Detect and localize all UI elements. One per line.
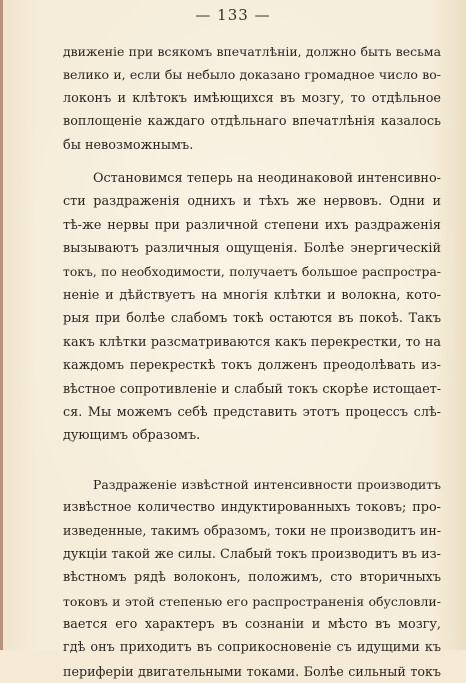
text-line: сти раздраженія однихъ и тѣхъ же нервовъ. Одни и [63,194,441,210]
text-line: Остановимся теперь на неодинаковой интенсивно- [93,170,441,186]
text-line: извѣстное количество индуктированныхъ токовъ; про- [63,500,441,516]
text-line: гдѣ онъ приходитъ въ соприкосновеніе съ идущими къ [63,640,441,656]
text-line: вается его характеръ въ сознаніи и мѣсто въ мозгу, [63,616,441,632]
text-line: каждомъ перекресткѣ токъ долженъ преодолѣвать из- [63,358,441,374]
paragraph-gap [63,448,441,473]
text-line: вѣстномъ рядѣ волоконъ, положимъ, сто вторичныхъ [63,570,441,586]
text-line: рыя при болѣе слабомъ токѣ остаются въ покоѣ. Такъ [63,311,441,327]
text-line: изведенные, такимъ образомъ, токи не производитъ ин- [63,523,441,539]
body-text [63,40,441,683]
text-line: вѣстное сопротивленіе и слабый токъ скорѣе истощает- [63,381,441,397]
text-line: Раздраженіе извѣстной интенсивности производитъ [93,476,441,492]
text-line: локонъ и клѣтокъ имѣющихся въ мозгу, то отдѣльное [63,90,441,106]
text-line: ся. Мы можемъ себѣ представить этотъ процессъ слѣ- [63,404,441,420]
text-line: вызываютъ различныя ощущенія. Болѣе энергическій [63,241,441,257]
text-line: периферіи двигательными токами. Болѣе сильный токъ [63,663,441,679]
page-edge [0,0,3,650]
paragraph-gap [63,157,441,167]
text-line: воплощеніе каждаго отдѣльнаго впечатлѣнія казалось [63,114,441,130]
page-number: — 133 — [195,6,271,24]
text-line: дующимъ образомъ. [63,428,201,444]
text-line: какъ клѣтки разсматриваются какъ перекрестки, то на [63,334,441,350]
text-line: тѣ-же нервы при различной степени ихъ раздраженія [63,217,441,233]
text-line: неніе и дѣйствуетъ на многія клѣтки и волокна, кото- [63,287,441,303]
paragraph-3 [63,473,441,683]
text-line: движеніе при всякомъ впечатлѣніи, должно быть весьма [63,44,441,59]
paragraph-2 [63,167,441,448]
text-line: дукціи такой же силы. Слабый токъ производитъ въ из- [63,546,441,562]
paragraph-1 [63,40,441,157]
text-line: токъ, по необходимости, получаетъ большое распростра- [63,264,441,279]
text-line: токовъ и этой степенью его распространенія обусловли- [63,593,441,609]
text-line: велико и, если бы небыло доказано громадное число во- [63,67,441,83]
text-line: бы невозможнымъ. [63,137,194,153]
